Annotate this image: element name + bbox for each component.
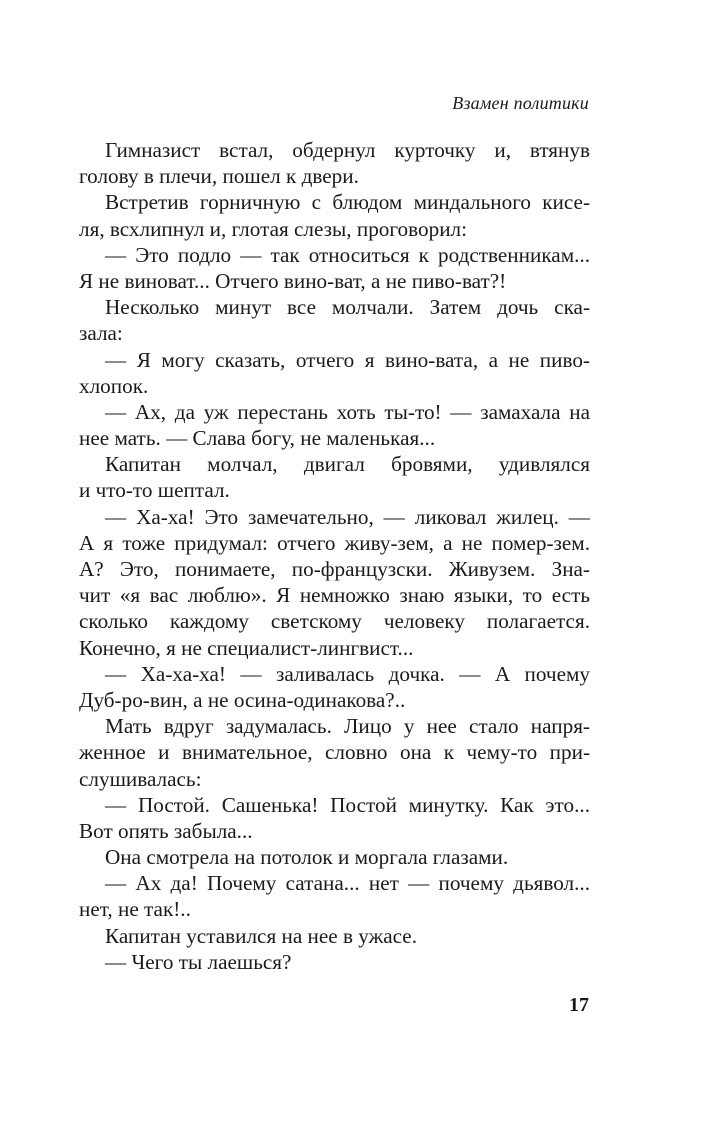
text-line: Несколько минут все молчали. Затем дочь ска- xyxy=(105,295,590,320)
text-line: нее мать. — Слава богу, не маленькая... xyxy=(79,426,436,451)
text-line: — Ах, да уж перестань хоть ты-то! — замахала на xyxy=(105,399,590,424)
text-line: — Ха-ха! Это замечательно, — ликовал жилец. — xyxy=(105,504,590,529)
text-line: Капитан уставился на нее в ужасе. xyxy=(105,923,417,948)
text-line: хлопок. xyxy=(79,373,149,398)
page-number: 17 xyxy=(569,994,589,1016)
text-line: — Чего ты лаешься? xyxy=(105,949,292,974)
text-line: Она смотрела на потолок и моргала глазами. xyxy=(105,845,509,870)
text-line: Я не виноват... Отчего вино-ват, а не пиво-ват?! xyxy=(79,268,507,293)
text-line: зала: xyxy=(79,321,123,346)
text-line: Встретив горничную с блюдом миндального кисе- xyxy=(105,190,590,215)
text-line: слушивалась: xyxy=(79,766,202,791)
text-line: А я тоже придумал: отчего живу-зем, а не помер-зем. xyxy=(79,530,590,555)
text-line: А? Это, понимаете, по-французски. Живузем. Зна- xyxy=(79,557,590,581)
text-line: голову в плечи, пошел к двери. xyxy=(79,164,359,189)
text-line: женное и внимательное, словно она к чему-то при- xyxy=(79,740,590,765)
text-line: сколько каждому светскому человеку полагается. xyxy=(79,609,590,634)
running-title: Взамен политики xyxy=(452,93,589,113)
text-line: чит «я вас люблю». Я немножко знаю языки, то есть xyxy=(79,583,590,608)
text-line: — Это подло — так относиться к родственникам... xyxy=(105,242,590,267)
text-line: — Постой. Сашенька! Постой минутку. Как это... xyxy=(105,792,590,817)
text-line: Конечно, я не специалист-лингвист... xyxy=(79,635,414,660)
text-line: Гимназист встал, обдернул курточку и, втянув xyxy=(105,138,590,162)
text-line: — Ха-ха-ха! — заливалась дочка. — А почему xyxy=(105,661,590,686)
text-line: ля, всхлипнул и, глотая слезы, проговорил: xyxy=(79,216,467,241)
text-line: Капитан молчал, двигал бровями, удивлялся xyxy=(105,452,590,477)
text-line: нет, не так!.. xyxy=(79,897,191,922)
text-line: Дуб-ро-вин, а не осина-одинакова?.. xyxy=(79,687,406,712)
text-line: — Ах да! Почему сатана... нет — почему дьявол... xyxy=(105,871,590,896)
text-line: Вот опять забыла... xyxy=(79,818,253,843)
text-line: — Я могу сказать, отчего я вино-вата, а не пиво- xyxy=(105,347,590,372)
text-line: и что-то шептал. xyxy=(79,478,230,503)
body-text xyxy=(79,137,590,975)
text-line: Мать вдруг задумалась. Лицо у нее стало напря- xyxy=(105,714,590,739)
